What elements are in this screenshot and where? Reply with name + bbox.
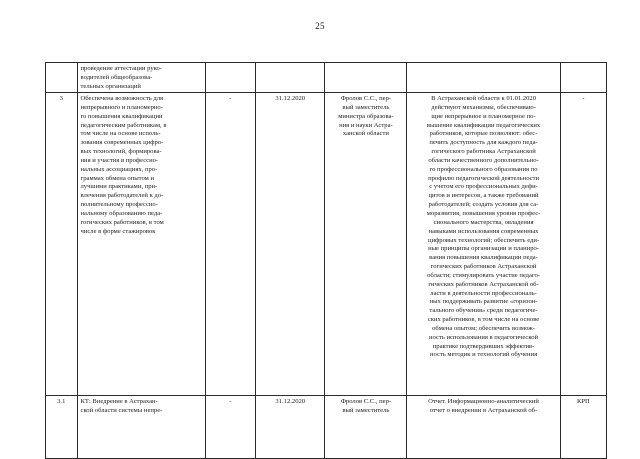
result-line: работников, которые позволяют: обес- — [429, 130, 538, 138]
result-line: ность использования в педагогической — [429, 333, 539, 341]
result-line: с учетом его профессиональных дефи- — [429, 183, 538, 191]
item-number-cell — [46, 63, 78, 93]
result-line: обмена опытом; обеспечить возмож- — [432, 324, 535, 332]
result-line: действуют механизмы, обеспечиваю- — [431, 103, 536, 111]
start-date-cell: - — [205, 93, 255, 396]
result-line: практике подтвердивших эффектив- — [432, 342, 535, 350]
item-number-cell: 3.1 — [46, 396, 78, 459]
description-line: нальных ассоциациях, про- — [80, 165, 158, 173]
description-line: ской области системы непре- — [80, 406, 163, 414]
start-date-cell — [205, 63, 255, 93]
start-date-cell: - — [205, 396, 255, 459]
result-line: отчет о внедрении в Астраханской об- — [429, 406, 538, 414]
result-line: гических работников Астраханской об- — [428, 280, 539, 288]
result-line: ность методик и технологий обучения — [429, 351, 538, 359]
description-line: КТ: Внедрение в Астрахан- — [80, 398, 158, 405]
item-number-cell: 3 — [46, 93, 78, 396]
description-cell — [77, 63, 205, 93]
result-line: печить доступность для каждого педа- — [429, 139, 538, 147]
end-date-cell: 31.12.2020 — [256, 396, 325, 459]
result-line: работодателей; создать условия для са- — [428, 201, 539, 209]
description-line: числе в форме стажировок — [80, 227, 156, 235]
end-date-cell — [256, 63, 325, 93]
description-line: го повышения квалификации — [80, 112, 163, 120]
report-level-cell: - — [560, 93, 606, 396]
result-line: сионального мастерства, овладения — [433, 218, 534, 226]
description-line: полнительному профессио- — [80, 201, 158, 209]
responsible-line: вый заместитель — [342, 103, 390, 111]
result-line: щие непрерывное и планомерное по- — [431, 112, 536, 120]
description-line: Обеспечена возможность для — [80, 95, 164, 102]
report-level-cell: КРП — [560, 396, 606, 459]
result-line: гогического работника Астраханской — [431, 148, 536, 156]
description-line: непрерывного и планомерно- — [80, 103, 163, 111]
description-line: тельных организаций — [80, 82, 141, 90]
description-cell — [77, 396, 205, 459]
description-line: вых технологий, формирова- — [80, 148, 162, 156]
result-cell — [407, 93, 560, 396]
responsible-line: министра образова- — [338, 112, 394, 120]
description-line: гогических работников, в том — [80, 218, 164, 226]
responsible-cell — [325, 396, 407, 459]
description-line: педагогическим работникам, в — [80, 121, 167, 129]
responsible-line: Фролов С.С., пер- — [340, 95, 392, 102]
end-date-cell: 31.12.2020 — [256, 93, 325, 396]
responsible-cell — [325, 63, 407, 93]
result-line: ные принципы организации и планиро- — [428, 245, 539, 253]
description-line: зования современных цифро- — [80, 139, 164, 147]
description-line: нальному образованию педа- — [80, 209, 163, 217]
report-level-cell — [560, 63, 606, 93]
description-line: лучшими практиками, при- — [80, 183, 158, 191]
description-line: влечения работодателей к до- — [80, 192, 164, 200]
result-line: цифровых технологий; обеспечить еди- — [427, 236, 540, 244]
result-line: вышение квалификации педагогических — [426, 121, 541, 129]
result-line: тального обучения» среди педагогиче- — [429, 307, 538, 315]
table-row — [46, 396, 607, 459]
result-line: области качественного дополнительно- — [428, 156, 539, 164]
result-line: го профессионального образования по — [429, 165, 538, 173]
responsible-cell — [325, 93, 407, 396]
description-line: том числе на основе исполь- — [80, 130, 161, 138]
plan-table — [45, 62, 607, 459]
page-number: 25 — [315, 21, 325, 31]
responsible-line: Фролов С.С., пер- — [340, 398, 392, 405]
result-line: ласти в деятельности профессиональ- — [430, 289, 537, 297]
result-line: навыками использования современных — [428, 227, 539, 235]
result-line: области; стимулировать участие педаго- — [427, 271, 540, 279]
description-line: граммах обмена опытом и — [80, 174, 154, 182]
result-line: гогических работников Астраханской — [430, 263, 537, 271]
responsible-line: ханской области — [342, 130, 389, 138]
result-line: В Астраханской области к 01.01.2020 — [431, 95, 536, 102]
responsible-line: вый заместитель — [342, 406, 390, 414]
description-line: водителей общеобразова- — [80, 73, 153, 81]
result-line: профилю педагогической деятельности — [428, 174, 540, 182]
result-line: моразвития, повышения уровня профес- — [426, 209, 541, 217]
result-line: Отчет. Информационно-аналитический — [428, 398, 539, 405]
result-line: ных поддерживать развитие «горизон- — [429, 298, 538, 306]
result-line: цитов и интересов, а также требований — [428, 192, 539, 200]
result-cell — [407, 396, 560, 459]
responsible-line: ния и науки Астра- — [339, 121, 393, 129]
result-cell — [407, 63, 560, 93]
description-cell — [77, 93, 205, 396]
result-line: ских работников, в том числе на основе — [427, 316, 540, 324]
description-line: проведение аттестации руко- — [80, 65, 162, 72]
description-line: ния и участия в профессио- — [80, 156, 159, 164]
result-line: вания повышения квалификации педа- — [429, 254, 538, 262]
table-row — [46, 63, 607, 93]
table-row — [46, 93, 607, 396]
